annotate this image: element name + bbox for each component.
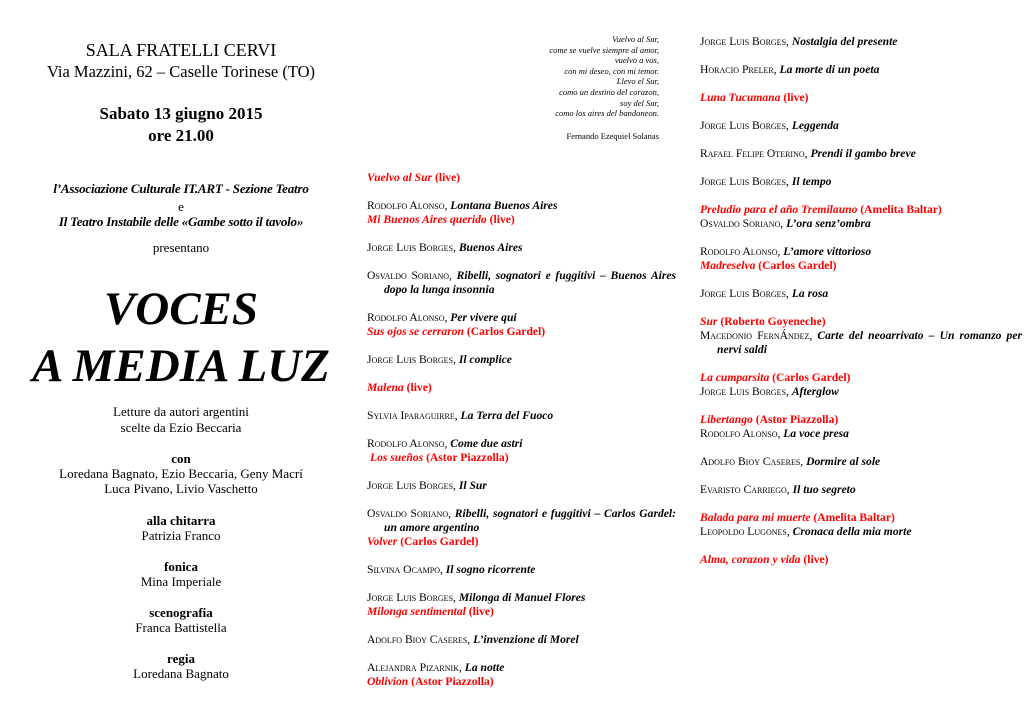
conjunction: e bbox=[178, 199, 184, 214]
program-reading: Rodolfo Alonso, La voce presa bbox=[700, 427, 849, 440]
program-reading: Jorge Luis Borges, Il complice bbox=[367, 353, 512, 366]
sound-name: Mina Imperiale bbox=[140, 574, 222, 589]
event-time: ore 21.00 bbox=[148, 126, 214, 145]
epigraph-line: soy del Sur, bbox=[620, 97, 659, 108]
program-song: Alma, corazon y vida (live) bbox=[700, 553, 829, 566]
program-song: La cumparsita (Carlos Gardel) bbox=[700, 371, 851, 384]
epigraph bbox=[399, 34, 659, 119]
program-reading: Jorge Luis Borges, Nostalgia del presente bbox=[700, 35, 898, 48]
program-song: Madreselva (Carlos Gardel) bbox=[700, 259, 837, 272]
program-reading: Osvaldo Soriano, Ribelli, sognatori e fuggitivi – Buenos Aires dopo la lunga insonnia bbox=[367, 269, 676, 296]
epigraph-line: con mi deseo, con mi temor. bbox=[564, 65, 659, 76]
program-reading: Jorge Luis Borges, La rosa bbox=[700, 287, 829, 300]
program-reading: Adolfo Bioy Caseres, L’invenzione di Morel bbox=[367, 633, 579, 646]
program-song: Balada para mi muerte (Amelita Baltar) bbox=[700, 511, 895, 524]
program-song: Malena (live) bbox=[367, 381, 432, 394]
cast-label: con bbox=[171, 451, 191, 466]
program-song: Oblivion (Astor Piazzolla) bbox=[367, 675, 494, 688]
program-reading: Leopoldo Lugones, Cronaca della mia morte bbox=[700, 525, 912, 538]
program-reading: Rodolfo Alonso, Lontana Buenos Aires bbox=[367, 199, 558, 212]
event-date: Sabato 13 giugno 2015 bbox=[99, 104, 263, 123]
program-song: Luna Tucumana (live) bbox=[700, 91, 809, 104]
program-song: Sur (Roberto Goyeneche) bbox=[700, 315, 826, 328]
program-reading: Alejandra Pizarnik, La notte bbox=[367, 661, 505, 674]
program-reading: Silvina Ocampo, Il sogno ricorrente bbox=[367, 563, 536, 576]
scenography-name: Franca Battistella bbox=[135, 620, 227, 635]
epigraph-author: Fernando Ezequiel Solanas bbox=[566, 131, 659, 141]
program-reading: Adolfo Bioy Caseres, Dormire al sole bbox=[700, 455, 881, 468]
epigraph-line: Llevo el Sur, bbox=[616, 76, 659, 87]
program-reading: Osvaldo Soriano, Ribelli, sognatori e fuggitivi – Carlos Gardel: un amore argentino bbox=[367, 507, 676, 534]
description-line1: Letture da autori argentini bbox=[113, 404, 249, 419]
program-song: Los sueños (Astor Piazzolla) bbox=[370, 451, 509, 464]
program-song: Mi Buenos Aires querido (live) bbox=[367, 213, 515, 226]
program-reading: Macedonio FernÁndez, Carte del neoarrivato – Un romanzo per nervi saldi bbox=[700, 329, 1022, 356]
program-song: Volver (Carlos Gardel) bbox=[367, 535, 479, 548]
guitar-name: Patrizia Franco bbox=[141, 528, 221, 543]
program-reading: Jorge Luis Borges, Milonga di Manuel Flores bbox=[367, 591, 586, 604]
program-reading: Jorge Luis Borges, Il Sur bbox=[367, 479, 487, 492]
presenting-text: presentano bbox=[152, 240, 210, 255]
direction-label: regia bbox=[167, 651, 195, 666]
show-title-line1: VOCES bbox=[103, 283, 259, 335]
program-song: Milonga sentimental (live) bbox=[367, 605, 494, 618]
venue-address: Via Mazzini, 62 – Caselle Torinese (TO) bbox=[46, 62, 316, 81]
cast-line2: Luca Pivano, Livio Vaschetto bbox=[104, 481, 258, 496]
program-reading: Rafael Felipe Oterino, Prendi il gambo breve bbox=[700, 147, 916, 160]
program-reading: Rodolfo Alonso, Come due astri bbox=[367, 437, 523, 450]
epigraph-line: como un destino del corazon, bbox=[559, 86, 659, 97]
program-reading: Evaristo Carriego, Il tuo segreto bbox=[700, 483, 856, 496]
program-reading: Osvaldo Soriano, L’ora senz’ombra bbox=[700, 217, 871, 230]
guitar-label: alla chitarra bbox=[146, 513, 216, 528]
association-name: l’Associazione Culturale IT.ART - Sezione Teatro bbox=[53, 181, 309, 196]
program-song: Libertango (Astor Piazzolla) bbox=[700, 413, 839, 426]
program-song: Preludio para el año Tremilauno (Amelita Baltar) bbox=[700, 203, 942, 216]
program-reading: Jorge Luis Borges, Afterglow bbox=[700, 385, 839, 398]
program-reading: Jorge Luis Borges, Buenos Aires bbox=[367, 241, 523, 254]
program-reading: Rodolfo Alonso, Per vivere qui bbox=[367, 311, 517, 324]
program-reading: Jorge Luis Borges, Leggenda bbox=[700, 119, 839, 132]
sound-label: fonica bbox=[164, 559, 198, 574]
program-song: Sus ojos se cerraron (Carlos Gardel) bbox=[367, 325, 546, 338]
program-reading: Sylvia Iparaguirre, La Terra del Fuoco bbox=[367, 409, 554, 422]
epigraph-line: como los aires del bandoneon. bbox=[555, 108, 659, 119]
program-reading: Rodolfo Alonso, L’amore vittorioso bbox=[700, 245, 872, 258]
theatre-name: Il Teatro Instabile delle «Gambe sotto il tavolo» bbox=[58, 214, 304, 229]
description-line2: scelte da Ezio Beccaria bbox=[120, 420, 242, 435]
epigraph-line: Vuelvo al Sur, bbox=[612, 34, 659, 44]
show-title-line2: A MEDIA LUZ bbox=[32, 340, 330, 392]
epigraph-line: vuelvo a vos, bbox=[614, 55, 659, 66]
program-reading: Horacio Preler, La morte di un poeta bbox=[700, 63, 880, 76]
epigraph-line: come se vuelve siempre al amor, bbox=[549, 44, 659, 55]
direction-name: Loredana Bagnato bbox=[133, 666, 229, 681]
program-song: Vuelvo al Sur (live) bbox=[367, 171, 461, 184]
scenography-label: scenografia bbox=[149, 605, 213, 620]
cast-line1: Loredana Bagnato, Ezio Beccaria, Geny Macrí bbox=[59, 466, 303, 481]
program-reading: Jorge Luis Borges, Il tempo bbox=[700, 175, 832, 188]
venue-name: SALA FRATELLI CERVI bbox=[85, 40, 277, 60]
